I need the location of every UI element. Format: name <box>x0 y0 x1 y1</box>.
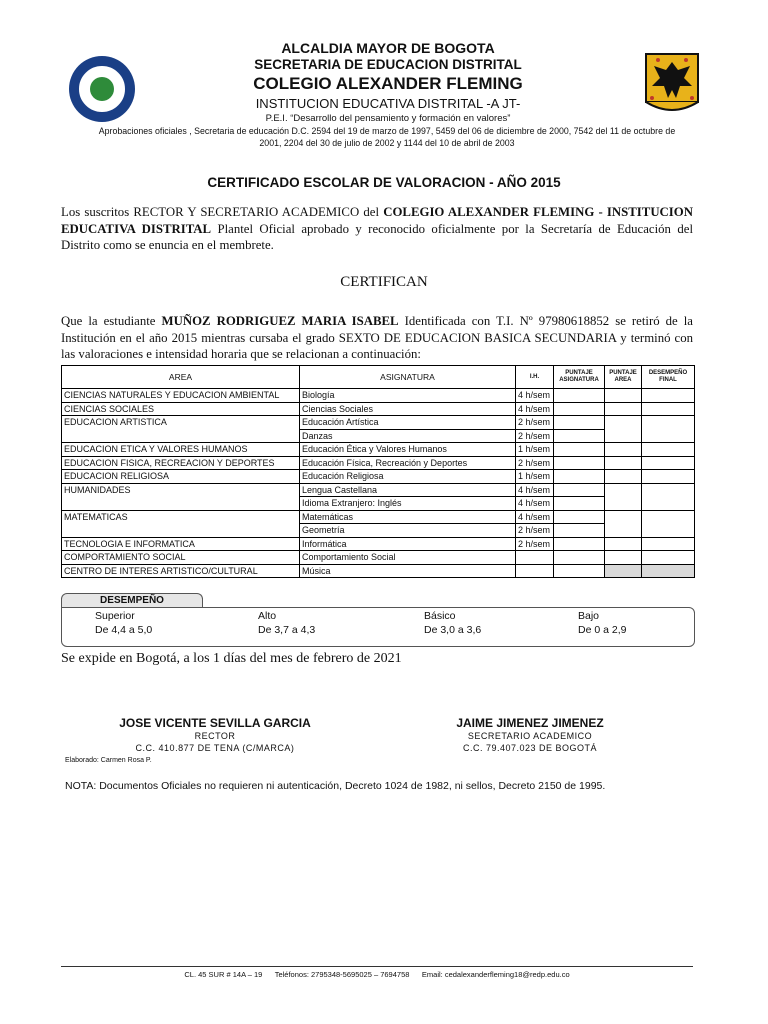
approvals-line2: 2001, 2204 del 30 de julio de 2002 y 1144 del 10 de abril de 2003 <box>259 138 515 148</box>
rector-name: JOSE VICENTE SEVILLA GARCIA <box>119 716 311 730</box>
level-superior-range: De 4,4 a 5,0 <box>95 624 153 636</box>
approvals-line1: Aprobaciones oficiales , Secretaria de educación D.C. 2594 del 19 de marzo de 1997, 5459 del 06 de diciembre de 2000, 7542 del 11 de octubre de <box>98 126 676 136</box>
secretary-name: JAIME JIMENEZ JIMENEZ <box>456 716 604 730</box>
level-alto-range: De 3,7 a 4,3 <box>258 624 316 636</box>
table-row: TECNOLOGIA E INFORMATICA Informática 2 h/sem <box>62 537 695 551</box>
table-row: CIENCIAS NATURALES Y EDUCACION AMBIENTAL Biología 4 h/sem <box>62 389 695 403</box>
prepared-by: Elaborado: Carmen Rosa P. <box>65 757 152 764</box>
header-desempeno-final: DESEMPEÑO FINAL <box>642 366 695 389</box>
table-row: EDUCACION ARTISTICA Educación Artística 2 h/sem <box>62 416 695 430</box>
header-puntaje-asignatura: PUNTAJE ASIGNATURA <box>554 366 605 389</box>
certificate-title: CERTIFICADO ESCOLAR DE VALORACION - AÑO 2015 <box>207 175 561 190</box>
student-name: MUÑOZ RODRIGUEZ MARIA ISABEL <box>161 314 399 328</box>
table-row: HUMANIDADES Lengua Castellana 4 h/sem <box>62 483 695 497</box>
expedition-statement: Se expide en Bogotá, a los 1 días del mes de febrero de 2021 <box>61 651 402 666</box>
bogota-coat-of-arms-icon <box>644 52 700 116</box>
secretary-id: C.C. 79.407.023 DE BOGOTÁ <box>462 743 598 753</box>
body-paragraph: Que la estudiante MUÑOZ RODRIGUEZ MARIA ISABEL Identificada con T.I. Nº 97980618852 se retiró de la Institución en el año 2015 mientras cursaba el grado SEXTO DE EDUCACION BASICA SECUNDARIA y terminó con las valoraciones e intensidad horaria que se relacionan a continuación: <box>61 314 693 361</box>
rector-id: C.C. 410.877 DE TENA (C/MARCA) <box>135 743 295 753</box>
table-row: EDUCACION RELIGIOSA Educación Religiosa 1 h/sem <box>62 470 695 484</box>
header-area: AREA <box>62 366 300 389</box>
table-row: CENTRO DE INTERES ARTISTICO/CULTURAL Música <box>62 564 695 578</box>
table-header-row <box>62 366 695 389</box>
level-bajo-range: De 0 a 2,9 <box>578 624 627 636</box>
table-row: EDUCACION ETICA Y VALORES HUMANOS Educación Ética y Valores Humanos 1 h/sem <box>62 443 695 457</box>
secretary-role: SECRETARIO ACADEMICO <box>467 731 593 741</box>
level-superior-name: Superior <box>95 610 135 622</box>
institution-name: INSTITUCION EDUCATIVA DISTRITAL -A JT- <box>255 96 521 111</box>
level-basico-range: De 3,0 a 3,6 <box>424 624 482 636</box>
table-row: MATEMATICAS Matemáticas 4 h/sem <box>62 510 695 524</box>
header-asignatura: ASIGNATURA <box>300 366 516 389</box>
header-line1: ALCALDIA MAYOR DE BOGOTA <box>281 40 495 56</box>
header-puntaje-area: PUNTAJE AREA <box>605 366 642 389</box>
rector-role: RECTOR <box>194 731 236 741</box>
level-alto-name: Alto <box>258 610 277 622</box>
header-line2: SECRETARIA DE EDUCACION DISTRITAL <box>254 57 522 72</box>
desempeno-tab: DESEMPEÑO <box>61 593 203 608</box>
school-name: COLEGIO ALEXANDER FLEMING <box>253 74 523 93</box>
level-basico-name: Básico <box>424 610 456 622</box>
intro-paragraph: Los suscritos RECTOR Y SECRETARIO ACADEMICO del COLEGIO ALEXANDER FLEMING - INSTITUCION EDUCATIVA DISTRITAL Plantel Oficial aprobado y reconocido oficialmente por la Secretaría de Educación del Distrito como se enuncia en el membrete. <box>61 205 693 252</box>
table-row: CIENCIAS SOCIALES Ciencias Sociales 4 h/sem <box>62 402 695 416</box>
level-bajo-name: Bajo <box>578 610 600 622</box>
pei-motto: P.E.I. “Desarrollo del pensamiento y formación en valores” <box>265 113 511 124</box>
header-ih: I.H. <box>516 366 554 389</box>
table-row: Danzas 2 h/sem <box>62 429 695 443</box>
certifican-heading: CERTIFICAN <box>340 274 428 290</box>
school-logo <box>69 56 135 122</box>
table-row: Geometría 2 h/sem <box>62 524 695 538</box>
table-row: COMPORTAMIENTO SOCIAL Comportamiento Social <box>62 551 695 565</box>
footer-contact: CL. 45 SUR # 14A – 19 Teléfonos: 2795348-5695025 – 7694758 Email: cedalexanderfleming18@redp.edu.co <box>184 970 570 979</box>
table-row: EDUCACION FISICA, RECREACION Y DEPORTES Educación Física, Recreación y Deportes 2 h/sem <box>62 456 695 470</box>
desempeno-scale <box>61 607 695 647</box>
table-row: Idioma Extranjero: Inglés 4 h/sem <box>62 497 695 511</box>
legal-note: NOTA: Documentos Oficiales no requieren ni autenticación, Decreto 1024 de 1982, ni sellos, Decreto 2150 de 1995. <box>65 780 606 792</box>
footer-divider <box>61 966 693 967</box>
grades-table <box>61 365 695 578</box>
intro-school-name: COLEGIO ALEXANDER FLEMING - INSTITUCION EDUCATIVA DISTRITAL <box>61 205 693 236</box>
